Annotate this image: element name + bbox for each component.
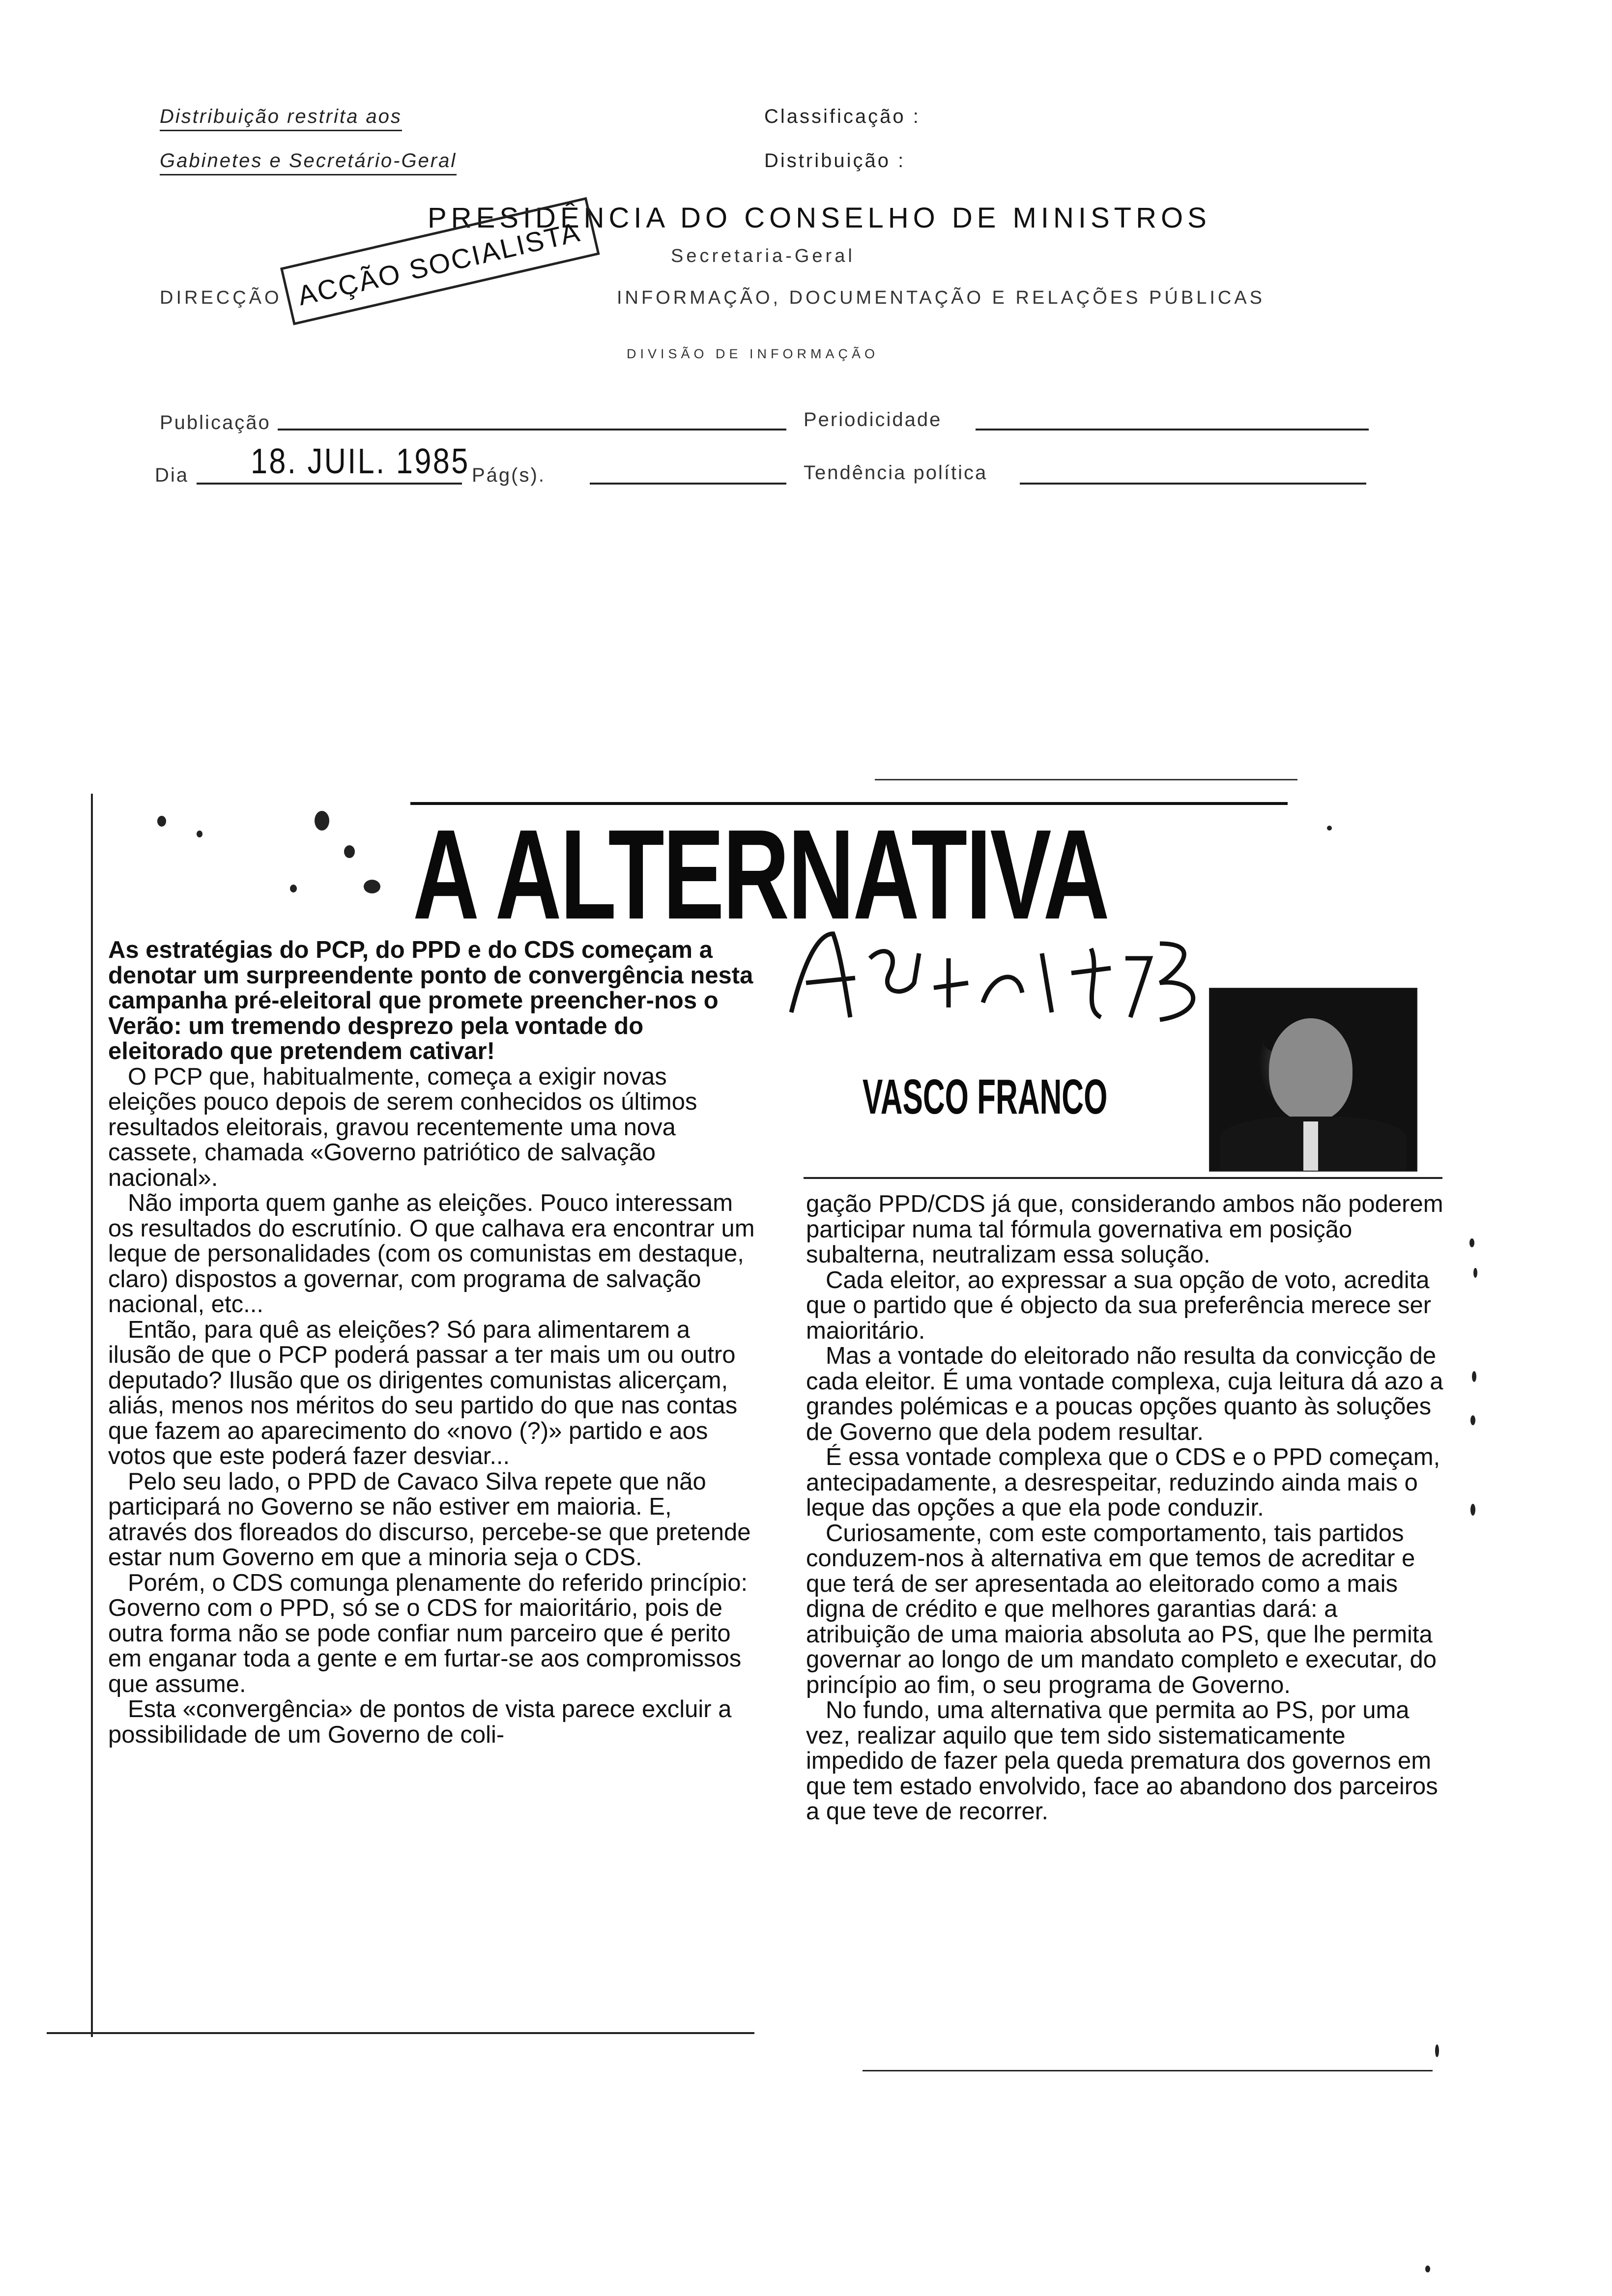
tendency-line	[1020, 483, 1366, 485]
margin-mark	[1469, 1238, 1474, 1247]
print-speck	[315, 811, 329, 831]
print-speck	[1327, 826, 1332, 831]
article-paragraph: Pelo seu lado, o PPD de Cavaco Silva repete que não participará no Governo se não estiver em maioria. E, através dos floreados do discurso, percebe-se que pretende estar num Governo em que a minoria seja o CDS.	[108, 1468, 751, 1571]
article-paragraph: É essa vontade complexa que o CDS e o PPD começam, antecipadamente, a desrespeitar, reduzindo ainda mais o leque das opções a que ela pode conduzir.	[806, 1444, 1440, 1521]
publication-label: Publicação	[160, 412, 271, 433]
political-tendency-label: Tendência política	[804, 462, 988, 484]
print-speck	[197, 831, 202, 837]
article-paragraph: Mas a vontade do eleitorado não resulta da convicção de cada eleitor. É uma vontade complexa, cuja leitura dá azo a grandes polémicas e a poucas opções quanto às soluções de Governo que dela podem resultar.	[806, 1343, 1443, 1445]
page-title: PRESIDÊNCIA DO CONSELHO DE MINISTROS	[428, 202, 1211, 234]
clipping-left-edge	[91, 794, 93, 2037]
periodicity-line	[976, 429, 1369, 430]
article-left-column	[108, 938, 757, 1748]
pages-line	[590, 483, 786, 485]
distribution-restriction-line2: Gabinetes e Secretário-Geral	[160, 150, 457, 175]
author-photo-face	[1269, 1018, 1353, 1121]
handwritten-annotation	[786, 924, 1229, 1027]
print-speck	[364, 880, 380, 893]
periodicity-label: Periodicidade	[804, 409, 942, 430]
column-separator	[804, 1177, 1442, 1179]
clipping-top-rule-thin	[875, 779, 1297, 780]
print-speck	[290, 885, 297, 892]
article-lead: As estratégias do PCP, do PPD e do CDS começam a denotar um surpreendente ponto de convergência nesta campanha pré-eleitoral que promete preencher-nos o Verão: um tremendo desprezo pela vontade do eleitorado que pretendem cativar!	[108, 937, 753, 1064]
article-paragraph: Não importa quem ganhe as eleições. Pouco interessam os resultados do escrutínio. O que calhava era encontrar um leque de personalidades (com os comunistas em destaque, claro) dispostos a governar, com programa de salvação nacional, etc...	[108, 1190, 755, 1318]
day-label: Dia	[155, 464, 189, 486]
article-paragraph: Curiosamente, com este comportamento, tais partidos conduzem-nos à alternativa em que temos de acreditar e que terá de ser apresentada ao eleitorado como a mais digna de crédito e que melhores garantias dará: a atribuição de uma maioria absoluta ao PS, que lhe permita governar ao longo de um mandato completo e executar, do princípio ao fim, o seu programa de Governo.	[806, 1520, 1437, 1698]
publication-line	[278, 429, 786, 430]
margin-mark	[1425, 2266, 1430, 2272]
author-photo	[1209, 988, 1417, 1172]
article-paragraph: Esta «convergência» de pontos de vista parece excluir a possibilidade de um Governo de coli-	[108, 1696, 732, 1748]
article-author: VASCO FRANCO	[863, 1069, 1108, 1124]
pages-label: Pág(s).	[472, 464, 546, 486]
day-value: 18. JUIL. 1985	[251, 442, 470, 481]
margin-mark	[1435, 2044, 1439, 2057]
stamp-accao-socialista: ACÇÃO SOCIALISTA	[280, 197, 600, 325]
right-column-bottom-rule	[863, 2070, 1433, 2071]
article-paragraph: O PCP que, habitualmente, começa a exigir novas eleições pouco depois de serem conhecidos os últimos resultados eleitorais, gravou recentemente uma nova cassete, chamada «Governo patriótico de salvação nacional».	[108, 1063, 697, 1191]
article-paragraph: gação PPD/CDS já que, considerando ambos não poderem participar numa tal fórmula governativa em posição subalterna, neutralizam essa solução.	[806, 1191, 1443, 1268]
print-speck	[344, 845, 355, 858]
author-photo-tie	[1303, 1121, 1318, 1171]
article-paragraph: Porém, o CDS comunga plenamente do referido princípio: Governo com o PPD, só se o CDS for maioritário, pois de outra forma não se pode confiar num parceiro que é perito em enganar toda a gente e em furtar-se aos compromissos que assume.	[108, 1569, 748, 1697]
distribution-label: Distribuição :	[764, 150, 906, 172]
article-right-column	[806, 1192, 1445, 1825]
margin-mark	[1473, 1268, 1477, 1278]
print-speck	[157, 816, 166, 827]
margin-mark	[1470, 1415, 1475, 1425]
article-headline: A ALTERNATIVA	[413, 804, 1108, 946]
direction-label-left: DIRECÇÃO	[160, 287, 282, 308]
margin-mark	[1470, 1504, 1475, 1516]
article-paragraph: Então, para quê as eleições? Só para alimentarem a ilusão de que o PCP poderá passar a ter mais um ou outro deputado? Ilusão que os dirigentes comunistas alicerçam, aliás, menos nos méritos do seu partido do que nas contas que fazem ao aparecimento do «novo (?)» partido e aos votos que este poderá fazer desviar...	[108, 1316, 738, 1469]
page-subtitle: Secretaria-Geral	[671, 246, 855, 266]
article-paragraph: No fundo, uma alternativa que permita ao PS, por uma vez, realizar aquilo que tem sido sistematicamente impedido de fazer pela queda prematura dos governos em que tem estado envolvido, face ao abandono dos parceiros a que teve de recorrer.	[806, 1697, 1438, 1825]
clipping-bottom-rule	[47, 2032, 754, 2034]
direction-label-right: INFORMAÇÃO, DOCUMENTAÇÃO E RELAÇÕES PÚBLICAS	[617, 287, 1266, 308]
division-label: DIVISÃO DE INFORMAÇÃO	[627, 346, 879, 361]
classification-label: Classificação :	[764, 106, 921, 127]
day-line	[197, 483, 462, 485]
margin-mark	[1472, 1371, 1476, 1382]
article-paragraph: Cada eleitor, ao expressar a sua opção de voto, acredita que o partido que é objecto da sua preferência merece ser maioritário.	[806, 1266, 1432, 1344]
distribution-restriction-line1: Distribuição restrita aos	[160, 106, 402, 131]
